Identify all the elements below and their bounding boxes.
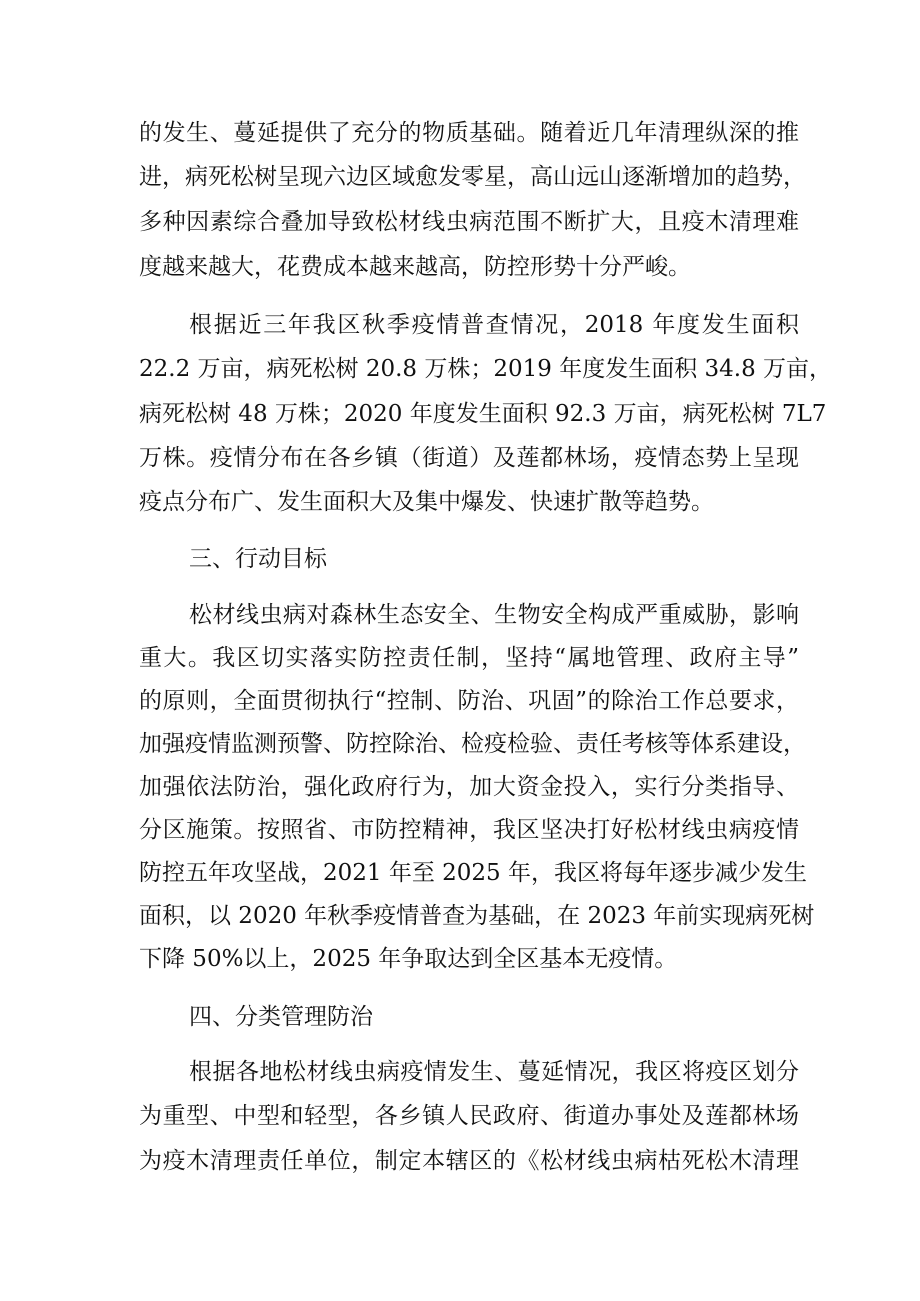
text-line: 防控五年攻坚战，2021 年至 2025 年，我区将每年逐步减少发生	[139, 860, 807, 886]
text-line: 万株。疫情分布在各乡镇（街道）及莲都林场，疫情态势上呈现	[139, 445, 799, 471]
text-line: 松材线虫病对森林生态安全、生物安全构成严重威胁，影响	[189, 602, 799, 628]
text-line: 根据近三年我区秋季疫情普查情况，2018 年度发生面积	[189, 312, 799, 338]
section-heading: 四、分类管理防治	[189, 1004, 373, 1030]
text-line: 进，病死松树呈现六边区域愈发零星，高山远山逐渐增加的趋势，	[139, 164, 806, 190]
text-line: 为疫木清理责任单位，制定本辖区的《松材线虫病枯死松木清理	[139, 1148, 799, 1174]
text-line: 度越来越大，花费成本越来越高，防控形势十分严峻。	[139, 254, 691, 280]
text-line: 面积，以 2020 年秋季疫情普查为基础，在 2023 年前实现病死树	[139, 903, 815, 929]
text-line: 疫点分布广、发生面积大及集中爆发、快速扩散等趋势。	[139, 489, 714, 515]
text-line: 加强疫情监测预警、防控除治、检疫检验、责任考核等体系建设，	[139, 731, 806, 757]
text-line: 加强依法防治，强化政府行为，加大资金投入，实行分类指导、	[139, 774, 799, 800]
text-line: 为重型、中型和轻型，各乡镇人民政府、街道办事处及莲都林场	[139, 1103, 799, 1129]
section-heading: 三、行动目标	[189, 546, 327, 572]
text-line: 根据各地松材线虫病疫情发生、蔓延情况，我区将疫区划分	[189, 1059, 799, 1085]
text-line: 病死松树 48 万株；2020 年度发生面积 92.3 万亩，病死松树 7L7	[139, 401, 827, 427]
text-line: 下降 50%以上，2025 年争取达到全区基本无疫情。	[139, 946, 678, 972]
text-line: 的原则，全面贯彻执行“控制、防治、巩固”的除治工作总要求，	[139, 688, 799, 714]
text-line: 22.2 万亩，病死松树 20.8 万株；2019 年度发生面积 34.8 万亩，	[139, 356, 833, 382]
text-line: 多种因素综合叠加导致松材线虫病范围不断扩大，且疫木清理难	[139, 209, 799, 235]
text-line: 重大。我区切实落实防控责任制，坚持“属地管理、政府主导”	[139, 645, 799, 671]
text-line: 的发生、蔓延提供了充分的物质基础。随着近几年清理纵深的推	[139, 120, 799, 146]
text-line: 分区施策。按照省、市防控精神，我区坚决打好松材线虫病疫情	[139, 817, 799, 843]
